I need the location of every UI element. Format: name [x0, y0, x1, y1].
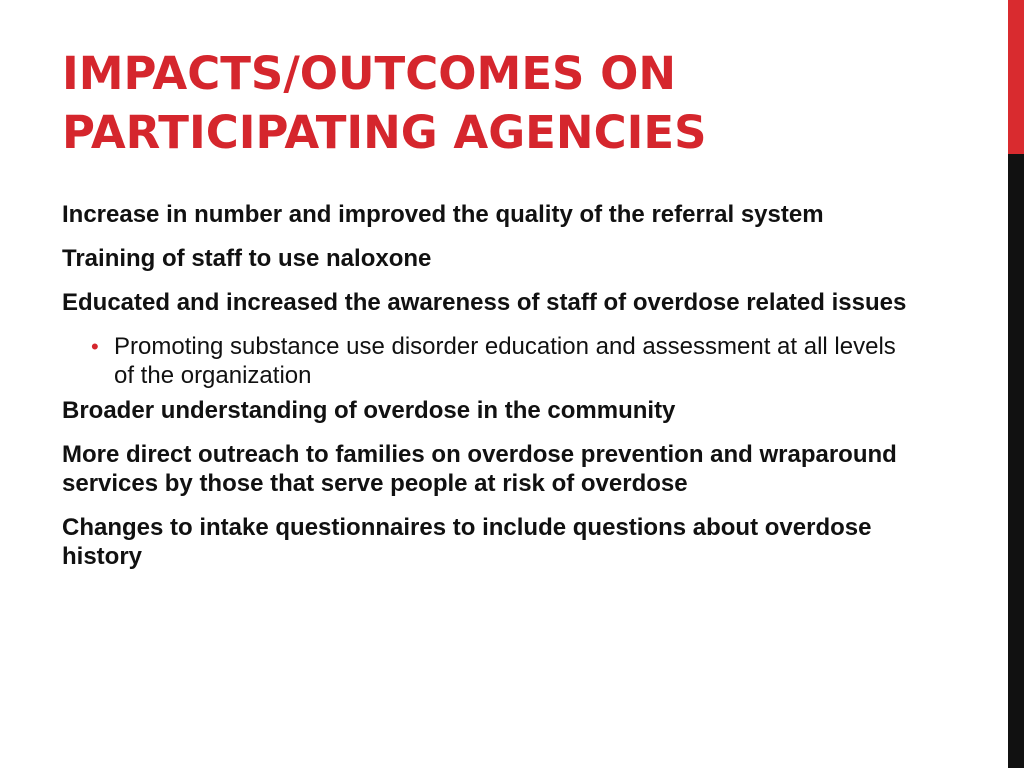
list-item-direct-outreach: More direct outreach to families on overdose prevention and wraparound services by those that serve people at risk of overdose [62, 441, 897, 497]
list-item-referral-system: Increase in number and improved the quality of the referral system [62, 201, 824, 228]
side-accent-bar-black [1008, 154, 1024, 768]
list-item-staff-awareness: Educated and increased the awareness of staff of overdose related issues [62, 289, 907, 316]
list-item-naloxone-training: Training of staff to use naloxone [62, 245, 432, 272]
slide-content [62, 200, 912, 571]
sub-list-item-label: Promoting substance use disorder education and assessment at all levels of the organization [114, 333, 896, 389]
list-item-intake-questionnaires: Changes to intake questionnaires to include questions about overdose history [62, 514, 872, 570]
slide-title [62, 44, 982, 162]
side-accent-bar-red [1008, 0, 1024, 154]
slide-title-line-1: IMPACTS/OUTCOMES ON [62, 47, 677, 100]
list-item-community-understanding: Broader understanding of overdose in the community [62, 397, 676, 424]
sub-list-item-substance-use-education [62, 332, 912, 390]
bullet-icon: • [91, 334, 99, 359]
slide-title-line-2: PARTICIPATING AGENCIES [62, 106, 707, 159]
